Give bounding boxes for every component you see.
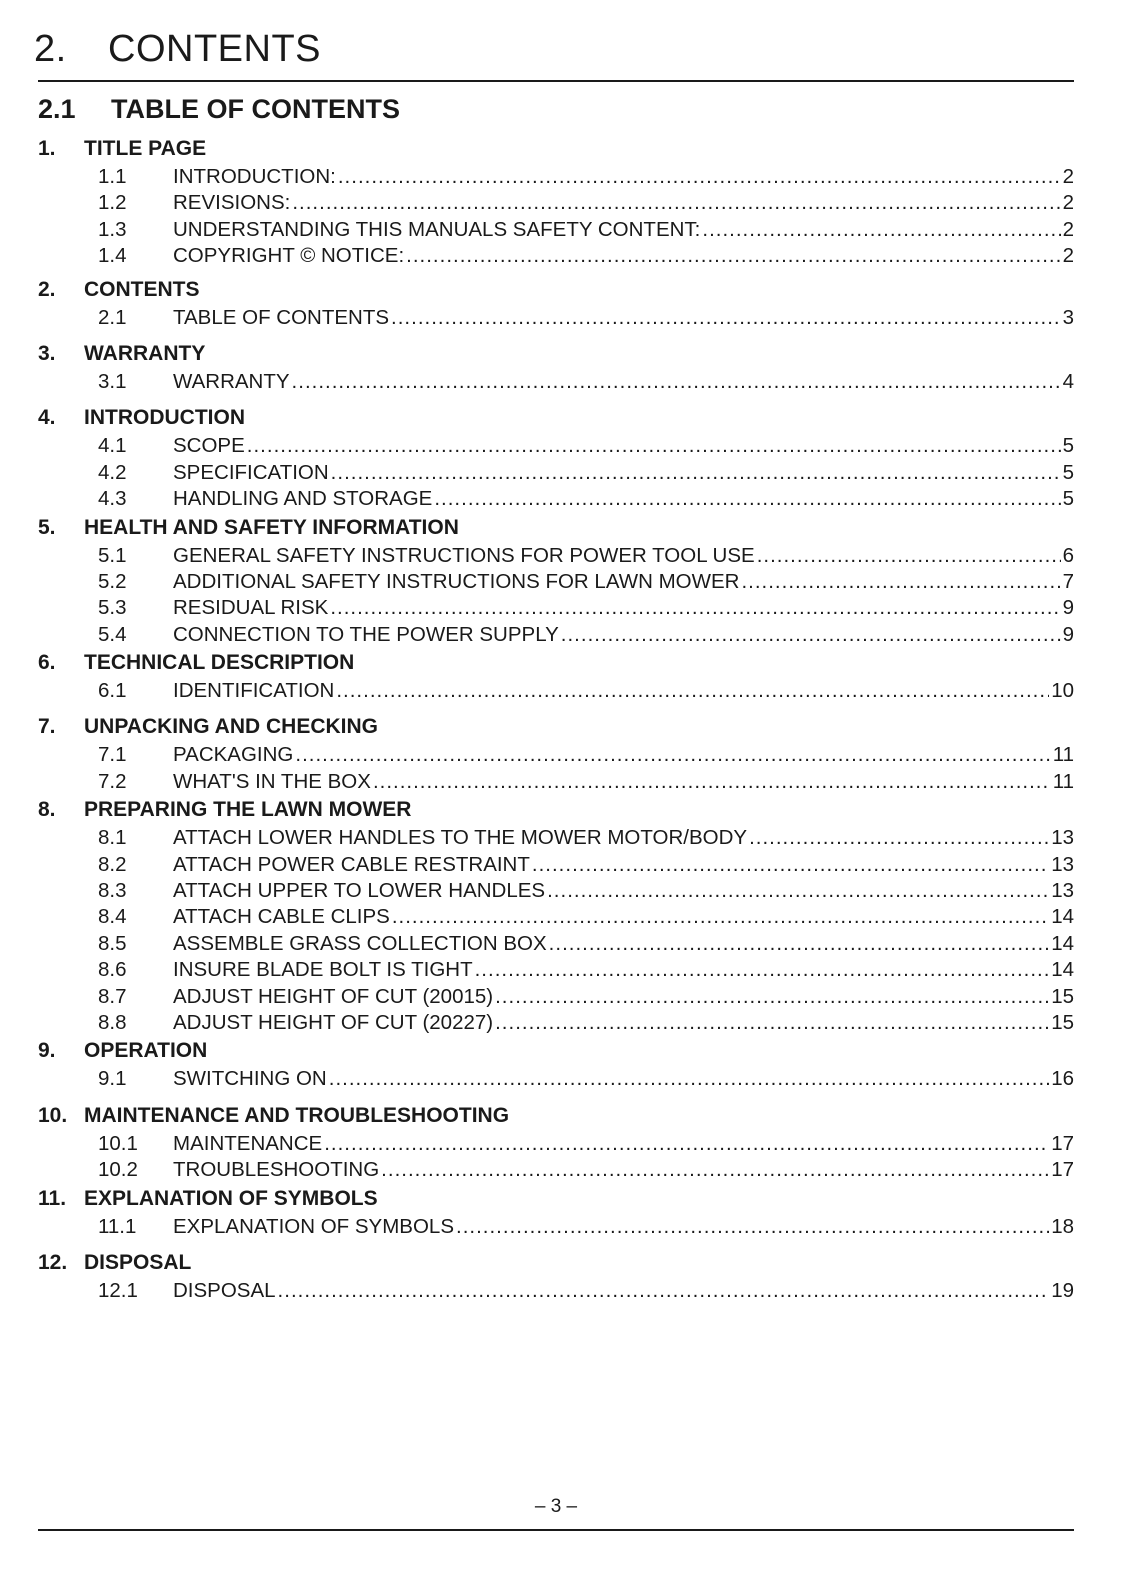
toc-section-title [38,1101,1074,1131]
page-heading [34,28,321,71]
toc-entry-page: 16 [1051,1067,1074,1091]
dot-leader [547,878,1049,904]
toc-entry[interactable] [38,878,1074,904]
toc-section-label: TITLE PAGE [84,137,207,160]
toc-entry-page: 17 [1051,1158,1074,1182]
dot-leader [329,1066,1049,1092]
subheading-number: 2.1 [38,94,76,124]
toc-entry-page: 17 [1051,1131,1074,1155]
dot-leader [495,1010,1049,1036]
dot-leader [757,543,1061,569]
toc-entry-page: 19 [1051,1278,1074,1302]
toc-section [38,403,1074,512]
toc-entry[interactable] [38,1010,1074,1036]
toc-entry[interactable] [38,904,1074,930]
toc-entry-number: 8.2 [98,852,127,876]
toc-entry-page: 15 [1051,984,1074,1008]
toc-entry[interactable] [38,984,1074,1010]
toc-entry-number: 8.7 [98,984,127,1008]
dot-leader [330,595,1060,621]
toc-entry-page: 5 [1062,434,1074,458]
toc-entry-number: 1.1 [98,165,127,188]
toc-entry-page: 7 [1062,569,1074,593]
toc-section-label: MAINTENANCE AND TROUBLESHOOTING [84,1103,510,1127]
toc-entry-title: GENERAL SAFETY INSTRUCTIONS FOR POWER TOOL USE [173,543,755,567]
dot-leader [391,305,1061,331]
toc-entry-number: 6.1 [98,679,127,703]
toc-section-title [38,513,1074,543]
table-of-contents [38,134,1074,1304]
toc-section-title [38,795,1074,825]
toc-entry-number: 12.1 [98,1278,138,1302]
toc-entry[interactable] [38,931,1074,957]
toc-entry[interactable] [38,486,1074,512]
toc-entry-title: WARRANTY [173,369,290,393]
toc-entry-number: 1.2 [98,191,127,215]
toc-section-number: 8. [38,798,56,822]
dot-leader [392,904,1049,930]
toc-section-number: 2. [38,277,56,301]
dot-leader [749,825,1049,851]
toc-entry-number: 8.8 [98,1010,127,1034]
toc-entry-title: WHAT'S IN THE BOX [173,769,371,793]
toc-section-number: 11. [38,1186,67,1210]
dot-leader [381,1157,1049,1183]
toc-section-number: 1. [38,137,56,160]
toc-entry-title: CONNECTION TO THE POWER SUPPLY [173,622,559,646]
toc-entry-page: 2 [1062,244,1074,268]
toc-entry-number: 5.4 [98,622,127,646]
toc-section [38,1036,1074,1092]
toc-entry[interactable] [38,164,1074,190]
toc-entry-title: ADJUST HEIGHT OF CUT (20227) [173,1010,494,1034]
toc-entry-title: IDENTIFICATION [173,679,335,703]
toc-entry[interactable] [38,369,1074,395]
toc-section-title [38,403,1074,433]
toc-section-label: UNPACKING AND CHECKING [84,715,378,739]
toc-entry-page: 10 [1051,679,1074,703]
toc-entry-number: 4.3 [98,487,127,511]
dot-leader [373,769,1051,795]
toc-entry-page: 14 [1051,905,1074,929]
toc-section-number: 12. [38,1250,68,1274]
toc-entry-number: 8.3 [98,879,127,903]
toc-entry-page: 5 [1062,460,1074,484]
toc-entry-title: ATTACH UPPER TO LOWER HANDLES [173,879,546,903]
toc-entry[interactable] [38,243,1074,269]
toc-section-number: 7. [38,715,56,739]
toc-entry-page: 3 [1062,305,1074,329]
toc-section-number: 3. [38,341,56,365]
dot-leader [475,957,1050,983]
toc-entry-number: 9.1 [98,1067,127,1091]
toc-entry-title: DISPOSAL [173,1278,276,1302]
toc-entry[interactable] [38,305,1074,331]
toc-section [38,513,1074,649]
toc-section-label: HEALTH AND SAFETY INFORMATION [84,515,459,539]
toc-entry-page: 6 [1062,543,1074,567]
toc-entry-title: INTRODUCTION: [173,165,336,188]
dot-leader [532,852,1049,878]
toc-entry-page: 11 [1052,743,1074,767]
toc-entry[interactable] [38,1278,1074,1304]
toc-section-label: DISPOSAL [84,1250,192,1274]
toc-entry-page: 9 [1062,596,1074,620]
toc-entry-title: UNDERSTANDING THIS MANUALS SAFETY CONTENT: [173,217,701,241]
toc-entry-page: 5 [1062,487,1074,511]
toc-entry-title: ADJUST HEIGHT OF CUT (20015) [173,984,494,1008]
toc-entry[interactable] [38,742,1074,768]
toc-entry[interactable] [38,1066,1074,1092]
toc-entry-page: 2 [1062,165,1074,188]
toc-section-title [38,339,1074,369]
toc-section [38,275,1074,331]
toc-entry-title: ATTACH CABLE CLIPS [173,905,390,929]
dot-leader [278,1278,1050,1304]
toc-entry-page: 18 [1051,1214,1074,1238]
toc-entry-title: ADDITIONAL SAFETY INSTRUCTIONS FOR LAWN MOWER [173,569,740,593]
dot-leader [324,1131,1049,1157]
toc-entry-number: 5.1 [98,543,127,567]
dot-leader [434,486,1060,512]
toc-entry[interactable] [38,1157,1074,1183]
toc-entry-title: INSURE BLADE BOLT IS TIGHT [173,958,473,982]
toc-entry-number: 4.2 [98,460,127,484]
toc-section-label: CONTENTS [84,277,200,301]
toc-entry-title: REVISIONS: [173,191,291,215]
toc-entry-page: 2 [1062,217,1074,241]
toc-entry-number: 8.6 [98,958,127,982]
toc-entry-title: SWITCHING ON [173,1067,327,1091]
dot-leader [292,369,1061,395]
dot-leader [495,984,1049,1010]
toc-section-number: 9. [38,1039,56,1063]
top-rule [38,80,1074,82]
dot-leader [331,460,1061,486]
dot-leader [549,931,1050,957]
toc-entry-page: 14 [1051,958,1074,982]
toc-entry-page: 14 [1051,931,1074,955]
toc-entry[interactable] [38,433,1074,459]
toc-section-number: 10. [38,1103,68,1127]
toc-entry-number: 8.5 [98,931,127,955]
toc-entry-title: TROUBLESHOOTING [173,1158,380,1182]
dot-leader [456,1214,1049,1240]
toc-entry[interactable] [38,825,1074,851]
toc-entry-number: 11.1 [98,1214,137,1238]
dot-leader [336,678,1049,704]
toc-entry-number: 8.1 [98,826,127,850]
toc-entry-page: 15 [1051,1010,1074,1034]
toc-section [38,1248,1074,1304]
toc-section-label: INTRODUCTION [84,406,245,430]
toc-entry-number: 1.4 [98,244,127,268]
dot-leader [406,243,1060,269]
toc-entry-number: 10.2 [98,1158,138,1182]
toc-entry-page: 4 [1062,369,1074,393]
toc-entry[interactable] [38,460,1074,486]
toc-section-title [38,1248,1074,1278]
toc-entry-title: MAINTENANCE [173,1131,323,1155]
toc-section-label: PREPARING THE LAWN MOWER [84,798,412,822]
toc-entry[interactable] [38,769,1074,795]
page-number: – 3 – [534,1496,578,1517]
toc-section-title [38,1184,1074,1214]
document-page [34,0,1074,1587]
dot-leader [741,569,1060,595]
toc-entry-title: TABLE OF CONTENTS [173,305,390,329]
toc-entry-title: SPECIFICATION [173,460,329,484]
toc-entry[interactable] [38,957,1074,983]
toc-entry[interactable] [38,190,1074,216]
toc-entry-title: PACKAGING [173,743,294,767]
toc-entry[interactable] [38,1131,1074,1157]
toc-section-label: OPERATION [84,1039,208,1063]
toc-section [38,339,1074,395]
page-heading-number: 2. [34,28,67,70]
toc-entry-title: COPYRIGHT © NOTICE: [173,244,405,268]
toc-entry-number: 7.1 [98,743,127,767]
toc-section [38,1101,1074,1184]
toc-entry-number: 8.4 [98,905,127,929]
toc-entry-number: 10.1 [98,1131,138,1155]
toc-entry[interactable] [38,543,1074,569]
toc-entry-number: 4.1 [98,434,127,458]
toc-entry-number: 3.1 [98,369,127,393]
toc-entry[interactable] [38,1214,1074,1240]
toc-entry-number: 2.1 [98,305,127,329]
toc-entry-page: 13 [1051,826,1074,850]
dot-leader [295,742,1050,768]
toc-entry-number: 5.3 [98,596,127,620]
toc-section [38,134,1074,270]
toc-entry[interactable] [38,595,1074,621]
dot-leader [292,190,1060,216]
toc-section-title [38,134,1074,164]
toc-entry-number: 5.2 [98,569,127,593]
toc-entry-title: EXPLANATION OF SYMBOLS [173,1214,454,1238]
toc-section-title [38,1036,1074,1066]
toc-entry-title: RESIDUAL RISK [173,596,329,620]
toc-section-label: TECHNICAL DESCRIPTION [84,651,355,675]
dot-leader [702,217,1060,243]
toc-entry-title: ASSEMBLE GRASS COLLECTION BOX [173,931,547,955]
toc-section-label: EXPLANATION OF SYMBOLS [84,1186,378,1210]
toc-entry[interactable] [38,852,1074,878]
toc-section-title [38,712,1074,742]
dot-leader [247,433,1061,459]
toc-entry-page: 2 [1062,191,1074,215]
dot-leader [561,622,1061,648]
toc-section-number: 4. [38,406,56,430]
subheading [38,94,400,125]
toc-entry-title: ATTACH POWER CABLE RESTRAINT [173,852,530,876]
toc-entry[interactable] [38,678,1074,704]
toc-entry-number: 1.3 [98,217,127,241]
toc-entry[interactable] [38,622,1074,648]
toc-section-number: 5. [38,515,56,539]
toc-entry-page: 11 [1052,769,1074,793]
toc-entry-title: ATTACH LOWER HANDLES TO THE MOWER MOTOR/BODY [173,826,748,850]
toc-section-title [38,275,1074,305]
toc-section [38,1184,1074,1240]
toc-section-label: WARRANTY [84,341,206,365]
toc-entry-number: 7.2 [98,769,127,793]
toc-entry-page: 13 [1051,879,1074,903]
toc-entry-page: 13 [1051,852,1074,876]
subheading-title: TABLE OF CONTENTS [111,94,400,124]
toc-entry-page: 9 [1062,622,1074,646]
toc-entry[interactable] [38,569,1074,595]
toc-section-number: 6. [38,651,56,675]
dot-leader [338,164,1061,190]
toc-section-title [38,648,1074,678]
toc-entry-title: SCOPE [173,434,245,458]
toc-section [38,712,1074,795]
toc-section [38,795,1074,1036]
page-heading-title: CONTENTS [108,28,321,70]
toc-section [38,648,1074,704]
toc-entry[interactable] [38,217,1074,243]
bottom-rule [38,1529,1074,1531]
toc-entry-title: HANDLING AND STORAGE [173,487,433,511]
